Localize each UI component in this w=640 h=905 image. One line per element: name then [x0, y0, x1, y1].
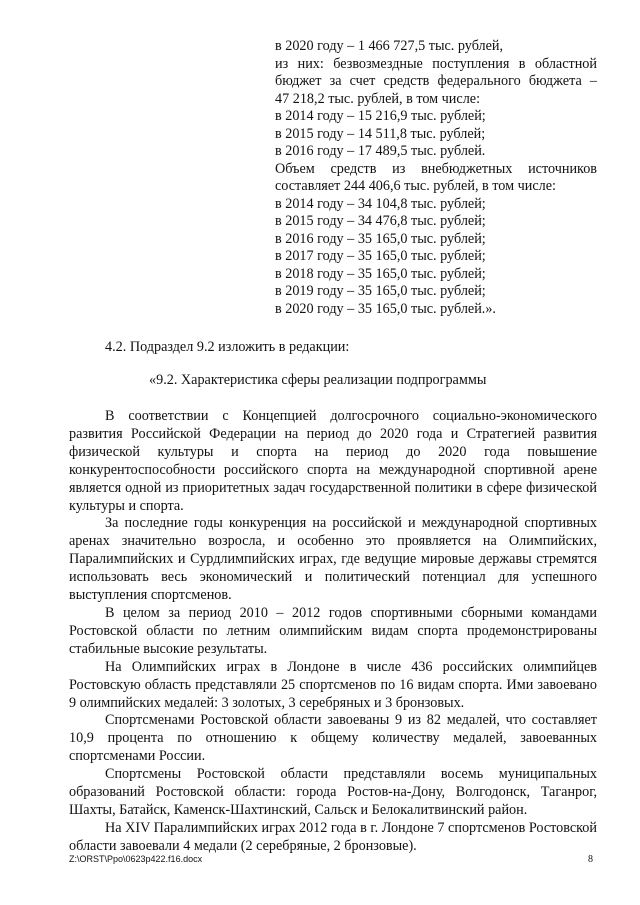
funding-line: в 2019 году – 35 165,0 тыс. рублей; [275, 283, 486, 299]
paragraph: На XIV Паралимпийских играх 2012 года в г. Лондоне 7 спортсменов Ростовской области завоевали 4 медали (2 серебряные, 2 бронзовые). [69, 819, 597, 854]
paragraph: В соответствии с Концепцией долгосрочного социально-экономического развития Российской Федерации на период до 2020 года и Стратегией развития физической культуры и спорта на период до 2020 года повышение конкурентоспособности российского спорта на международной спортивной арене является одной из приоритетных задач государственной политики в сфере физической культуры и спорта. [69, 408, 597, 514]
funding-line: в 2020 году – 35 165,0 тыс. рублей.». [275, 300, 496, 317]
funding-line: из них: безвозмездные поступления в областной [275, 55, 597, 72]
body-text [69, 408, 597, 856]
footer-page-number: 8 [588, 854, 593, 865]
funding-line: в 2015 году – 14 511,8 тыс. рублей; [275, 125, 486, 142]
paragraph: В целом за период 2010 – 2012 годов спортивными сборными командами Ростовской области по летним олимпийским видам спорта продемонстрированы стабильные высокие результаты. [69, 604, 597, 657]
paragraph: Спортсмены Ростовской области представляли восемь муниципальных образований Ростовской области: города Ростов-на-Дону, Волгодонск, Таганрог, Шахты, Батайск, Каменск-Шахтинский, Сальск и Белокалитвинский район. [69, 766, 597, 818]
funding-line: в 2016 году – 35 165,0 тыс. рублей; [275, 230, 486, 247]
funding-line: в 2017 году – 35 165,0 тыс. рублей; [275, 248, 486, 264]
funding-line: в 2015 году – 34 476,8 тыс. рублей; [275, 213, 486, 229]
section-intro: 4.2. Подраздел 9.2 изложить в редакции: [105, 339, 350, 355]
section-subtitle: «9.2. Характеристика сферы реализации подпрограммы [149, 372, 487, 388]
funding-line: в 2016 году – 17 489,5 тыс. рублей. [275, 143, 486, 159]
funding-line: в 2014 году – 34 104,8 тыс. рублей; [275, 195, 486, 212]
funding-line: в 2018 году – 35 165,0 тыс. рублей; [275, 265, 486, 282]
footer-file-path: Z:\ORST\Ppo\0623p422.f16.docx [69, 854, 203, 864]
funding-line: бюджет за счет средств федерального бюджета – [275, 73, 597, 89]
paragraph: На Олимпийских играх в Лондоне в числе 436 российских олимпийцев Ростовскую область представляли 25 спортсменов по 16 видам спорта. Ими завоевано 9 олимпийских медалей: 3 золотых, 3 серебряных и 3 бронзовых. [69, 658, 597, 711]
funding-line: Объем средств из внебюджетных источников [275, 160, 597, 177]
funding-line: составляет 244 406,6 тыс. рублей, в том числе: [275, 178, 556, 194]
paragraph: Спортсменами Ростовской области завоеваны 9 из 82 медалей, что составляет 10,9 процента по отношению к общему количеству медалей, завоеванных спортсменами России. [69, 712, 597, 765]
paragraph: За последние годы конкуренция на российской и международной спортивных аренах значительно возросла, и особенно это проявляется на Олимпийских, Паралимпийских и Сурдлимпийских играх, где ведущие мировые державы стремятся использовать весь экономический и политический потенциал для успешного выступления спортсменов. [69, 515, 597, 604]
funding-line: в 2014 году – 15 216,9 тыс. рублей; [275, 108, 486, 124]
funding-line: в 2020 году – 1 466 727,5 тыс. рублей, [275, 38, 504, 54]
funding-block [275, 38, 597, 318]
funding-line: 47 218,2 тыс. рублей, в том числе: [275, 90, 481, 107]
